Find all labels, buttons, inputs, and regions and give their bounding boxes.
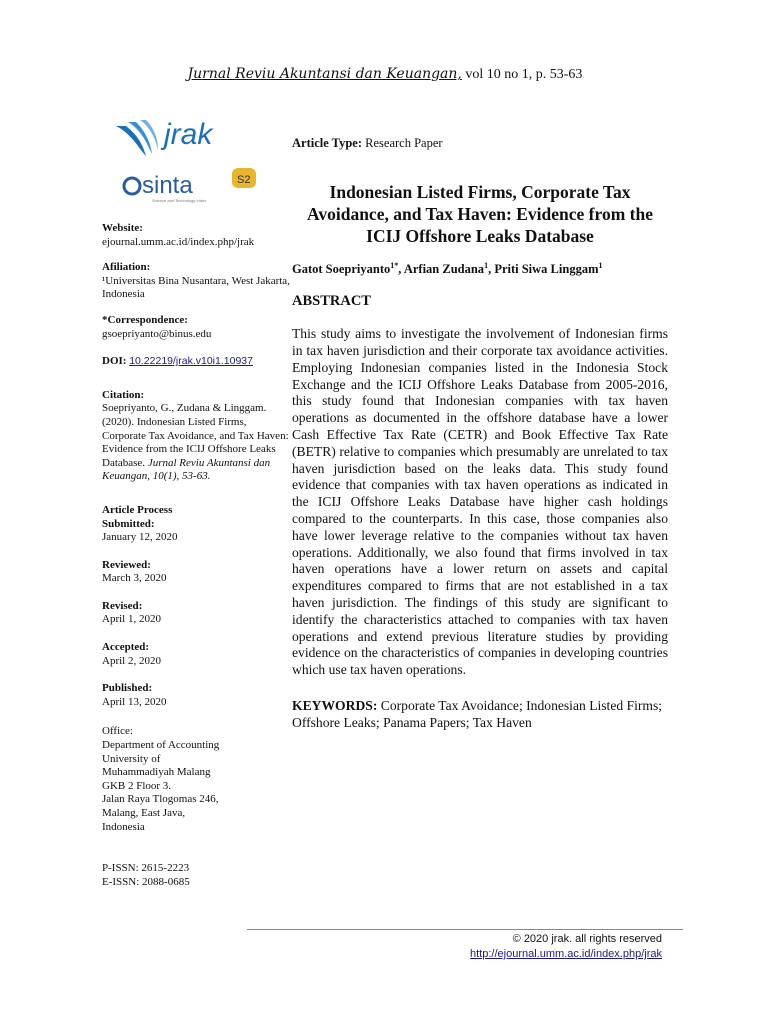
abstract-text: This study aims to investigate the involvement of Indonesian firms in tax haven jurisdiction and their corporate tax avoidance activities. Employing Indonesian companies listed in the Indonesia Stock Exchange and the ICIJ Offshore Leaks Database from 2005-2016, this study found that Indonesian companies with tax haven operations as documented in the offshore database have a lower Cash Effective Tax Rate (CETR) and Book Effective Tax Rate (BETR) relative to companies which presumably are unrelated to tax haven jurisdiction based on the leaks data. This study found evidence that companies with tax haven operations as indicated in the ICIJ Offshore Leaks Database have higher cash holdings compared to the counterparts. In this case, those companies also have lower leverage relative to the companies without tax haven operations. Additionally, we also found that firms involved in tax haven operations have a lower return on assets and capital expenditures compared to firms that are not established in a tax haven jurisdiction. The findings of this study are significant to identify the characteristics attached to companies with tax haven operations and extend previous literature studies by providing evidence on the characteristics of companies in developing countries which use tax haven operations.: [292, 326, 668, 678]
sinta-badge: S2: [237, 174, 251, 186]
revised-label: Revised:: [102, 599, 143, 612]
author-affil: 1: [484, 261, 489, 270]
article-type-value: Research Paper: [362, 136, 443, 150]
article-type: [292, 136, 668, 151]
keywords: [292, 697, 668, 731]
website-value[interactable]: ejournal.umm.ac.id/index.php/jrak: [102, 235, 255, 248]
sinta-logo: [122, 166, 262, 206]
author-name: Gatot Soepriyanto: [292, 262, 391, 277]
jrak-logo: [112, 112, 242, 164]
journal-title: Jurnal Reviu Akuntansi dan Keuangan,: [187, 66, 462, 82]
published-date: April 13, 2020: [102, 695, 167, 708]
citation-label: Citation:: [102, 388, 145, 401]
author-name: , Priti Siwa Linggam: [488, 262, 599, 277]
reviewed-date: March 3, 2020: [102, 572, 167, 585]
footer-divider: [247, 929, 683, 930]
sinta-logo-text: sinta: [142, 172, 193, 199]
article-main: [292, 136, 668, 731]
journal-issue: vol 10 no 1, p. 53-63: [461, 67, 583, 82]
author-name: , Arfian Zudana: [398, 262, 485, 277]
copyright: © 2020 jrak. all rights reserved: [512, 933, 662, 945]
sinta-tagline: Science and Technology Index: [152, 198, 207, 203]
author-affil: 1*: [390, 261, 399, 270]
citation-journal: Jurnal Reviu Akuntansi dan Keuangan, 10(1), 53-63.: [102, 456, 271, 483]
jrak-logo-text: jrak: [164, 118, 213, 151]
article-type-label: Article Type:: [292, 136, 363, 150]
revised-date: April 1, 2020: [102, 613, 161, 626]
office-line: Jalan Raya Tlogomas 246,: [102, 793, 219, 806]
affiliation-label: Afiliation:: [102, 261, 151, 274]
reviewed-label: Reviewed:: [102, 558, 151, 571]
office-line: Muhammadiyah Malang: [102, 766, 211, 779]
accepted-date: April 2, 2020: [102, 654, 161, 667]
keywords-value: Corporate Tax Avoidance; Indonesian Listed Firms; Offshore Leaks; Panama Papers; Tax Haven: [292, 697, 663, 730]
eissn: E-ISSN: 2088-0685: [102, 875, 190, 888]
published-label: Published:: [102, 682, 153, 695]
journal-header: [0, 66, 770, 83]
pissn: P-ISSN: 2615-2223: [102, 862, 190, 875]
abstract-heading: ABSTRACT: [292, 293, 371, 310]
doi-label: DOI:: [102, 355, 127, 368]
author-list: [292, 261, 668, 277]
article-sidebar: [102, 222, 292, 901]
article-title: Indonesian Listed Firms, Corporate Tax Avoidance, and Tax Haven: Evidence from the ICIJ Offshore Leaks Database: [307, 182, 653, 246]
affiliation-value: ¹Universitas Bina Nusantara, West Jakarta, Indonesia: [102, 274, 290, 301]
keywords-label: KEYWORDS:: [292, 697, 378, 713]
process-label: Article Process: [102, 503, 173, 516]
author-affil: 1: [598, 261, 603, 270]
office-line: Indonesia: [102, 820, 145, 833]
correspondence-label: *Correspondence:: [102, 313, 188, 326]
citation-text: Soepriyanto, G., Zudana & Linggam. (2020). Indonesian Listed Firms, Corporate Tax Avoidance, and Tax Haven: Evidence from the ICIJ Offshore Leaks Database.: [102, 402, 289, 469]
page-footer: [470, 932, 662, 962]
submitted-date: January 12, 2020: [102, 531, 178, 544]
doi-link[interactable]: 10.22219/jrak.v10i1.10937: [129, 355, 253, 368]
submitted-label: Submitted:: [102, 517, 155, 530]
office-line: Department of Accounting: [102, 739, 220, 752]
office-label: Office:: [102, 725, 133, 738]
office-line: University of: [102, 752, 161, 765]
accepted-label: Accepted:: [102, 641, 150, 654]
office-line: GKB 2 Floor 3.: [102, 779, 172, 792]
correspondence-email[interactable]: gsoepriyanto@binus.edu: [102, 327, 212, 340]
office-line: Malang, East Java,: [102, 807, 186, 819]
website-label: Website:: [102, 222, 143, 234]
journal-url-link[interactable]: http://ejournal.umm.ac.id/index.php/jrak: [470, 948, 662, 960]
